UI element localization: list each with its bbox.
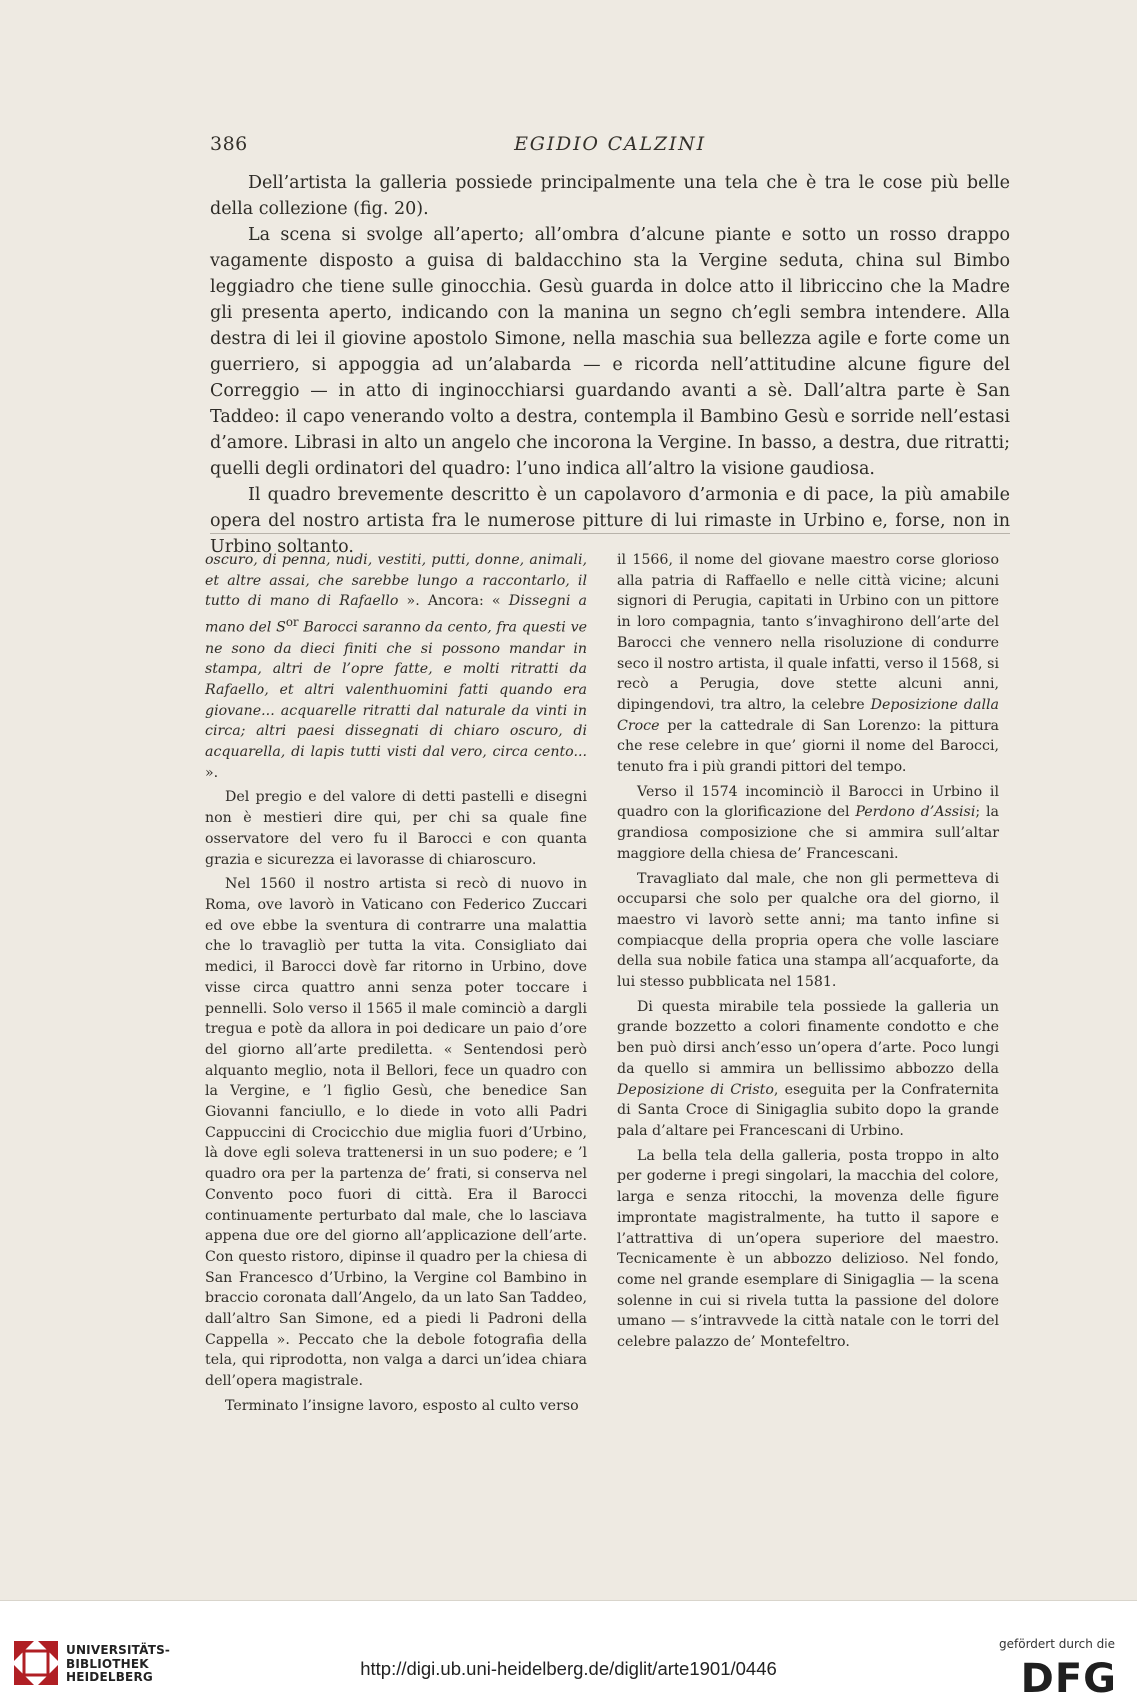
left-column [205, 550, 587, 1421]
separator-rule [210, 533, 1010, 534]
right-column [617, 550, 999, 1357]
quote-close-2: ». [205, 764, 219, 781]
right-paragraph-1 [617, 550, 999, 778]
left-quote-paragraph [205, 550, 587, 783]
right-p1-start: il 1566, il nome del giovane maestro corse glorioso alla patria di Raffaello e nelle città vicine; alcuni signori di Perugia, capitati in Urbino con un pittore in loro compagnia, tanto s’invaghirono dell’arte del Barocci che vennero nella risoluzione di condurre seco il nostro artista, il quale infatti, verso il 1568, si recò a Perugia, dove stette alcuni anni, dipingendovi, tra altro, la celebre [617, 552, 999, 713]
left-paragraph-4: Terminato l’insigne lavoro, esposto al culto verso [225, 1397, 579, 1414]
left-paragraph-3: Nel 1560 il nostro artista si recò di nuovo in Roma, ove lavorò in Vaticano con Federico Zuccari ed ove ebbe la sventura di contrarre una malattia che lo travagliò per tutta la vita. Consigliato dai medici, il Barocci dovè far ritorno in Urbino, dove visse circa quattro anni senza poter toccare i pennelli. Solo verso il 1565 il male cominciò a dargli tregua e potè da allora in poi dedicare un paio d’ore del giorno all’arte prediletta. « Sentendosi però alquanto meglio, nota il Bellori, fece un quadro con la Vergine, e ’l figlio Gesù, che benedice San Giovanni fanciullo, e lo diede in voto alli Padri Cappuccini di Crocicchio due miglia fuori d’Urbino, là dove egli soleva trattenersi in un suo podere; e ’l quadro ora per la partenza de’ frati, si conserva nel Convento poco fuori di città. Era il Barocci continuamente perturbato dal male, che lo lasciava appena due ore del giorno all’applicazione dell’arte. Con questo ristoro, dipinse il quadro per la chiesa di San Francesco d’Urbino, la Vergine col Bambino in braccio coronata dall’Angelo, da un lato San Taddeo, dall’altro San Simone, ed a piedi li Padroni della Cappella ». Peccato che la debole fotografia della tela, qui riprodotta, non valga a darci un’idea chiara dell’opera magistrale. [205, 876, 587, 1390]
footer-band [0, 1600, 1137, 1704]
quote-italic-2: Dissegni a mano del S [205, 593, 587, 636]
running-title: EGIDIO CALZINI [514, 133, 706, 155]
page-number: 386 [210, 133, 248, 155]
sponsor-text: gefördert durch die [999, 1637, 1115, 1651]
right-p2-end: ; la grandiosa composizione che si ammira sull’altar maggiore della chiesa de’ Francescani. [617, 804, 999, 862]
right-paragraph-3: Travagliato dal male, che non gli permetteva di occuparsi che solo per qualche ora del giorno, il maestro vi lavorò sette anni; ma tanto infine si compiacque della propria opera che volle lasciare della sua nobile fatica una stampa all’acquaforte, da lui stesso pubblicata nel 1581. [617, 870, 999, 991]
left-paragraph-2: Del pregio e del valore di detti pastelli e disegni non è mestieri dire qui, per chi sa quale fine osservatore del vero fu il Barocci e con quanta grazia e sicurezza ei lavorasse di chiaroscuro. [205, 789, 587, 868]
intro-paragraph-1: Dell’artista la galleria possiede principalmente una tela che è tra le cose più belle della collezione (fig. 20). [210, 173, 1010, 219]
institution-line-2: BIBLIOTHEK [66, 1656, 149, 1671]
page-header [210, 133, 1010, 167]
intro-paragraph-3: Il quadro brevemente descritto è un capolavoro d’armonia e di pace, la più amabile opera del nostro artista fra le numerose pitture di lui rimaste in Urbino e, forse, non in Urbino soltanto. [210, 485, 1010, 557]
institution-line-3: HEIDELBERG [66, 1670, 153, 1684]
right-paragraph-5: La bella tela della galleria, posta troppo in alto per goderne i pregi singolari, la macchia del colore, larga e senza ritocchi, la movenza delle figure improntate magistralmente, ha tutto il sapore e l’attrattiva di un’opera superiore del maestro. Tecnicamente è un abbozzo delizioso. Nel fondo, come nel grande esemplare di Sinigaglia — la scena solenne in cui si rivela tutta la passione del dolore umano — s’intravvede la città natale con le torri del celebre palazzo de’ Montefeltro. [617, 1147, 999, 1351]
right-p2-italic: Perdono d’Assisi [855, 804, 976, 821]
right-p4-start: Di questa mirabile tela possiede la galleria un grande bozzetto a colori finamente condotto e che ben può dirsi anch’esso un’opera d’arte. Poco lungi da quello si ammira un bellissimo abbozzo della [617, 998, 999, 1077]
right-p1-end: per la cattedrale di San Lorenzo: la pittura che rese celebre in que’ giorni il nome del Barocci, tenuto fra i più grandi pittori del tempo. [617, 717, 999, 776]
right-p4-italic: Deposizione di Cristo [617, 1081, 774, 1098]
right-p1-italic: Deposizione dalla Croce [617, 696, 1000, 734]
quote-italic-3: Barocci saranno da cento, fra questi ve ne sono da dieci finiti che si possono mandar in stampa, altri de l’opre fatte, e molti ritratti da Rafaello, et altri valenthuomini fatti quando era giovane... acquarelle ritratti dal naturale da vinti in circa; altri paesi dissegnati di chiaro oscuro, di acquarella, di lapis tutti visti dal vero, circa cento... [205, 619, 587, 761]
permalink-url[interactable]: http://digi.ub.uni-heidelberg.de/diglit/arte1901/0446 [360, 1658, 777, 1679]
intro-paragraph-2: La scena si svolge all’aperto; all’ombra d’alcune piante e sotto un rosso drappo vagamente disposto a guisa di baldacchino sta la Vergine seduta, china sul Bimbo leggiadro che tiene sulle ginocchia. Gesù guarda in dolce atto il libriccino che la Madre gli presenta aperto, indicando con la manina un segno ch’egli sembra intendere. Alla destra di lei il giovine apostolo Simone, nella maschia sua bellezza agile e forte come un guerriero, si appoggia ad un’alabarda — e ricorda nell’attitudine alcune figure del Correggio — in atto di inginocchiarsi guardando avanti a sè. Dall’altra parte è San Taddeo: il capo venerando volto a destra, contempla il Bambino Gesù e sorride nell’estasi d’amore. Librasi in alto un angelo che incorona la Vergine. In basso, a destra, due ritratti; quelli degli ordinatori del quadro: l’uno indica all’altro la visione gaudiosa. [210, 225, 1010, 479]
quote-superscript: or [285, 615, 299, 630]
dfg-logo: DFG [1020, 1656, 1117, 1702]
quote-close-1: ». Ancora: « [398, 593, 509, 610]
right-p2-start: Verso il 1574 incominciò il Barocci in Urbino il quadro con la glorificazione del [617, 783, 999, 821]
institution-line-1: UNIVERSITÄTS- [66, 1643, 171, 1657]
right-paragraph-2 [617, 782, 999, 865]
quote-italic-1: oscuro, di penna, nudi, vestiti, putti, donne, animali, et altre assai, che sarebbe lungo a raccontarlo, il tutto di mano di Rafaello [205, 552, 587, 610]
right-paragraph-4 [617, 997, 999, 1142]
intro-text [210, 170, 1010, 560]
right-p4-end: , eseguita per la Confraternita di Santa Croce di Sinigaglia subito dopo la grande pala d’altare pei Francescani di Urbino. [617, 1081, 999, 1139]
